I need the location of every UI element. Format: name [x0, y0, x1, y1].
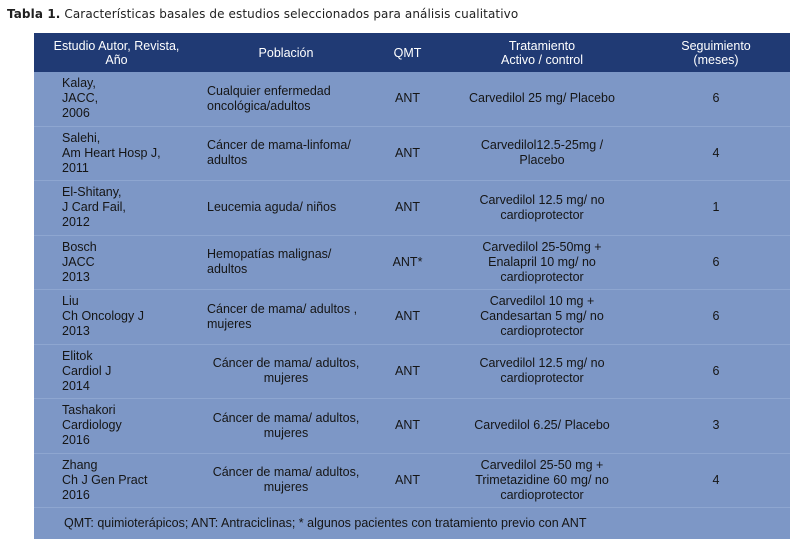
header-study: Estudio Autor, Revista, Año — [34, 33, 199, 72]
cell-study: Liu Ch Oncology J 2013 — [34, 290, 199, 345]
cell-population: Cáncer de mama/ adultos, mujeres — [199, 399, 373, 454]
cell-study: Zhang Ch J Gen Pract 2016 — [34, 453, 199, 508]
table-caption — [7, 7, 518, 21]
header-treatment: Tratamiento Activo / control — [442, 33, 642, 72]
cell-population: Cualquier enfermedad oncológica/adultos — [199, 72, 373, 126]
cell-followup: 1 — [642, 181, 790, 236]
cell-followup: 6 — [642, 290, 790, 345]
table-row — [34, 344, 790, 399]
header-population: Población — [199, 33, 373, 72]
table-row — [34, 181, 790, 236]
cell-study: El-Shitany, J Card Fail, 2012 — [34, 181, 199, 236]
table-caption-label: Tabla 1. — [7, 7, 61, 21]
cell-population: Leucemia aguda/ niños — [199, 181, 373, 236]
table-row — [34, 453, 790, 508]
table-row — [34, 399, 790, 454]
cell-study: Kalay, JACC, 2006 — [34, 72, 199, 126]
cell-study: Elitok Cardiol J 2014 — [34, 344, 199, 399]
cell-followup: 6 — [642, 344, 790, 399]
cell-population: Cáncer de mama/ adultos , mujeres — [199, 290, 373, 345]
cell-treatment: Carvedilol 12.5 mg/ no cardioprotector — [442, 181, 642, 236]
cell-qmt: ANT — [373, 344, 442, 399]
table-footnote: QMT: quimioterápicos; ANT: Antraciclinas; * algunos pacientes con tratamiento previo con ANT — [34, 508, 790, 540]
cell-treatment: Carvedilol 10 mg + Candesartan 5 mg/ no cardioprotector — [442, 290, 642, 345]
cell-population: Hemopatías malignas/ adultos — [199, 235, 373, 290]
header-qmt: QMT — [373, 33, 442, 72]
cell-study: Tashakori Cardiology 2016 — [34, 399, 199, 454]
table-row — [34, 235, 790, 290]
cell-qmt: ANT* — [373, 235, 442, 290]
table-header — [34, 33, 790, 72]
cell-study: Bosch JACC 2013 — [34, 235, 199, 290]
header-row — [34, 33, 790, 72]
cell-treatment: Carvedilol12.5-25mg / Placebo — [442, 126, 642, 181]
table-row — [34, 290, 790, 345]
table-row — [34, 72, 790, 126]
cell-followup: 6 — [642, 72, 790, 126]
cell-qmt: ANT — [373, 181, 442, 236]
cell-population: Cáncer de mama-linfoma/ adultos — [199, 126, 373, 181]
cell-treatment: Carvedilol 25-50 mg + Trimetazidine 60 mg/ no cardioprotector — [442, 453, 642, 508]
cell-study: Salehi, Am Heart Hosp J, 2011 — [34, 126, 199, 181]
table-container — [34, 33, 790, 539]
table-caption-text: Características basales de estudios seleccionados para análisis cualitativo — [60, 7, 519, 21]
cell-qmt: ANT — [373, 72, 442, 126]
cell-population: Cáncer de mama/ adultos, mujeres — [199, 453, 373, 508]
footnote-row — [34, 508, 790, 540]
cell-followup: 3 — [642, 399, 790, 454]
cell-followup: 4 — [642, 126, 790, 181]
cell-qmt: ANT — [373, 399, 442, 454]
table-row — [34, 126, 790, 181]
cell-population: Cáncer de mama/ adultos, mujeres — [199, 344, 373, 399]
cell-qmt: ANT — [373, 453, 442, 508]
cell-treatment: Carvedilol 25-50mg + Enalapril 10 mg/ no cardioprotector — [442, 235, 642, 290]
cell-treatment: Carvedilol 6.25/ Placebo — [442, 399, 642, 454]
cell-qmt: ANT — [373, 290, 442, 345]
cell-followup: 4 — [642, 453, 790, 508]
cell-qmt: ANT — [373, 126, 442, 181]
cell-treatment: Carvedilol 12.5 mg/ no cardioprotector — [442, 344, 642, 399]
table-body — [34, 72, 790, 539]
baseline-characteristics-table — [34, 33, 790, 539]
header-followup: Seguimiento (meses) — [642, 33, 790, 72]
cell-treatment: Carvedilol 25 mg/ Placebo — [442, 72, 642, 126]
cell-followup: 6 — [642, 235, 790, 290]
